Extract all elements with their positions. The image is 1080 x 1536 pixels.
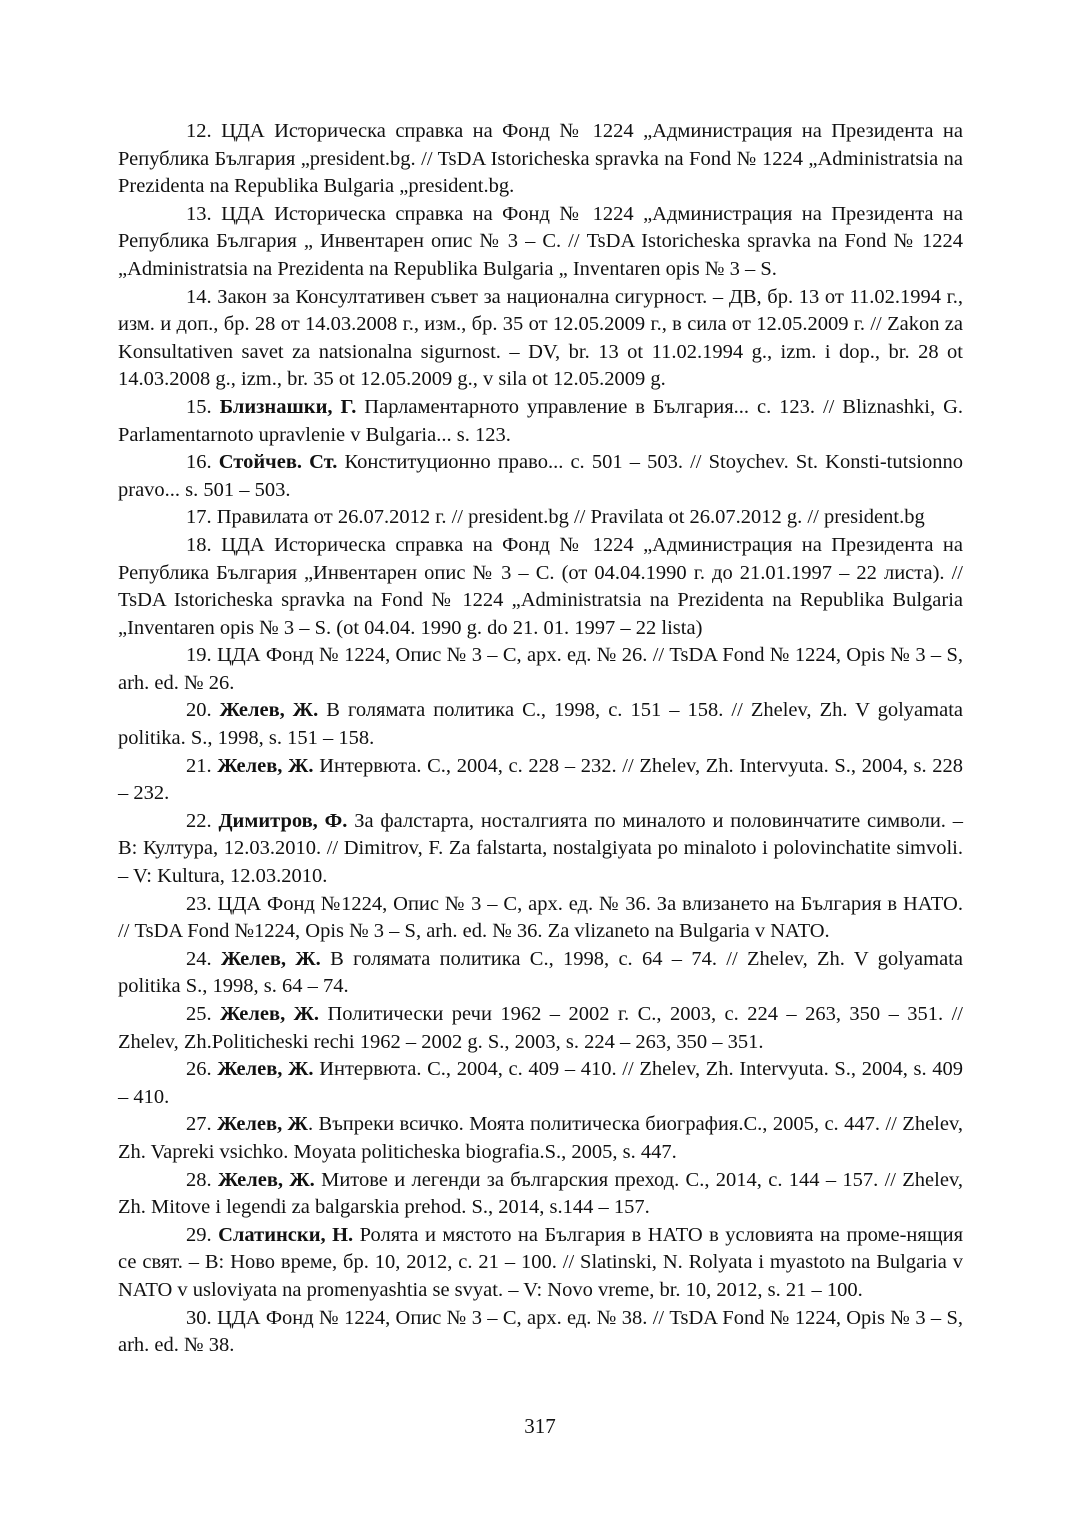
footnote-text: . Въпреки всичко. Моята политическа биография.С., 2005, с. 447. // Zhelev, Zh. Vapreki vsichko. Moyata politicheska biografia.S., 2005, s. 447. [118, 1113, 964, 1163]
footnote-author: Желев, Ж. [220, 947, 321, 970]
footnote-author: Желев, Ж [217, 1113, 308, 1136]
footnote-text: Конституционно право... с. 501 – 503. // Stoychev. St. Konsti-tutsionno pravo... s. 501 – 503. [118, 451, 964, 501]
footnote-text: За фалстарта, носталгията по миналото и половинчатите символи. – В: Култура, 12.03.2010. // Dimitrov, F. Za falstarta, nostalgiyata po minaloto i polovinchatite simvoli. – V: Kultura, 12.03.2010. [118, 809, 963, 888]
footnote [118, 284, 963, 394]
footnote [118, 1056, 963, 1111]
footnote-text: Политически речи 1962 – 2002 г. С., 2003, с. 224 – 263, 350 – 351. // Zhelev, Zh.Politicheski rechi 1962 – 2002 g. S., 2003, s. 224 – 263, 350 – 351. [118, 1003, 964, 1053]
footnote-number: 16. [186, 451, 212, 474]
footnote-number: 21. [186, 754, 212, 777]
footnote-number: 18. [186, 533, 212, 556]
footnote-text: ЦДА Фонд № 1224, Опис № 3 – С, арх. ед. № 38. // TsDA Fond № 1224, Opis № 3 – S, arh. ed. № 38. [118, 1306, 964, 1357]
footnote-text: Митове и легенди за българския преход. С., 2014, с. 144 – 157. // Zhelev, Zh. Mitove i legendi za balgarskia prehod. S., 2014, s.144 – 157. [118, 1168, 963, 1219]
footnote [118, 1111, 963, 1166]
footnote [118, 118, 963, 201]
footnote-number: 23. [186, 892, 212, 915]
footnote-text: ЦДА Фонд №1224, Опис № 3 – С, арх. ед. № 36. За влизането на България в НАТО. // TsDA Fond №1224, Opis № 3 – S, arh. ed. № 36. Za vlizaneto na Bulgaria v NATO. [118, 892, 963, 943]
footnote-number: 27. [186, 1113, 212, 1136]
footnote-text: Правилата от 26.07.2012 г. // president.bg // Pravilata ot 26.07.2012 g. // president.bg [216, 506, 925, 529]
footnote-text: ЦДА Историческа справка на Фонд № 1224 „Администрация на Президента на Република България „president.bg. // TsDA Istoricheska spravka na Fond № 1224 „Administratsia na Prezidenta na Republika Bulgaria „president.bg. [118, 120, 964, 198]
footnote-text: В голямата политика С., 1998, с. 151 – 158. // Zhelev, Zh. V golyamata politika. S., 1998, s. 151 – 158. [118, 699, 963, 750]
footnote [118, 891, 963, 946]
footnote-text: В голямата политика С., 1998, с. 64 – 74. // Zhelev, Zh. V golyamata politika S., 1998, s. 64 – 74. [118, 947, 963, 998]
footnote-number: 13. [186, 202, 212, 225]
footnote [118, 1001, 963, 1056]
footnote [118, 1305, 963, 1360]
footnote-author: Близнашки, Г. [219, 395, 357, 418]
footnote-author: Желев, Ж. [217, 1058, 314, 1081]
footnote-text: Интервюта. С., 2004, с. 409 – 410. // Zhelev, Zh. Intervyuta. S., 2004, s. 409 – 410. [118, 1058, 964, 1108]
footnote-author: Желев, Ж. [217, 1168, 315, 1191]
footnote [118, 642, 963, 697]
footnote-text: Интервюта. С., 2004, с. 228 – 232. // Zhelev, Zh. Intervyuta. S., 2004, s. 228 – 232. [118, 754, 964, 805]
footnote [118, 201, 963, 284]
footnote-number: 15. [186, 395, 212, 418]
footnote [118, 946, 963, 1001]
footnote [118, 1167, 963, 1222]
footnote-number: 20. [186, 699, 212, 722]
footnote-author: Слатински, Н. [218, 1223, 354, 1246]
footnote [118, 394, 963, 449]
footnote [118, 808, 963, 891]
footnote-text: Ролята и мястото на България в НАТО в условията на проме-нящия се свят. – В: Ново време, бр. 10, 2012, с. 21 – 100. // Slatinski, N. Rolyata i myastoto na Bulgaria v NATO v usloviyata na promenyashtia se svyat. – V: Novo vreme, br. 10, 2012, s. 21 – 100. [118, 1223, 964, 1301]
footnote-number: 24. [186, 947, 212, 970]
footnote-text: ЦДА Историческа справка на Фонд № 1224 „Администрация на Президента на Република България „Инвентарен опис № 3 – С. (от 04.04.1990 г. до 21.01.1997 – 22 листа). // TsDA Istoricheska spravka na Fond № 1224 „Administratsia na Prezidenta na Republika Bulgaria „Inventaren opis № 3 – S. (ot 04.04. 1990 g. do 21. 01. 1997 – 22 lista) [118, 533, 964, 639]
footnote-number: 19. [186, 644, 212, 667]
footnote-number: 28. [186, 1168, 212, 1191]
footnote-number: 22. [186, 809, 212, 832]
footnote-number: 26. [186, 1058, 212, 1081]
footnote-text: ЦДА Историческа справка на Фонд № 1224 „Администрация на Президента на Република България „ Инвентарен опис № 3 – С. // TsDA Istoricheska spravka na Fond № 1224 „Administratsia na Prezidenta na Republika Bulgaria „ Inventaren opis № 3 – S. [118, 202, 964, 280]
footnote-author: Желев, Ж. [220, 1003, 320, 1025]
footnote-number: 14. [186, 285, 212, 308]
footnote-author: Димитров, Ф. [218, 809, 348, 832]
footnote-author: Стойчев. Ст. [218, 451, 338, 474]
footnote-author: Желев, Ж. [217, 754, 314, 777]
footnote-number: 17. [186, 506, 212, 529]
footnote-number: 12. [186, 120, 212, 142]
footnote [118, 504, 963, 532]
footnote-text: Парламентарното управление в България... с. 123. // Bliznashki, G. Parlamentarnoto upravlenie v Bulgaria... s. 123. [118, 395, 964, 446]
footnote-number: 30. [186, 1306, 212, 1329]
footnote [118, 753, 963, 808]
footnote-text: Закон за Консултативен съвет за национална сигурност. – ДВ, бр. 13 от 11.02.1994 г., изм. и доп., бр. 28 от 14.03.2008 г., изм., бр. 35 от 12.05.2009 г., в сила от 12.05.2009 г. // Zakon za Konsultativen savet za natsionalna sigurnost. – DV, br. 13 ot 11.02.1994 g., izm. i dop., br. 28 ot 14.03.2008 g., izm., br. 35 ot 12.05.2009 g., v sila ot 12.05.2009 g. [118, 285, 964, 391]
footnote-list [118, 118, 963, 1360]
footnote-number: 29. [186, 1223, 212, 1246]
footnote [118, 532, 963, 642]
footnote-number: 25. [186, 1003, 212, 1025]
footnote [118, 1222, 963, 1305]
footnote [118, 697, 963, 752]
footnote-author: Желев, Ж. [219, 699, 319, 722]
page-number: 317 [524, 1414, 556, 1438]
footnote-text: ЦДА Фонд № 1224, Опис № 3 – С, арх. ед. № 26. // TsDA Fond № 1224, Opis № 3 – S, arh. ed. № 26. [118, 644, 964, 694]
footnote [118, 449, 963, 504]
